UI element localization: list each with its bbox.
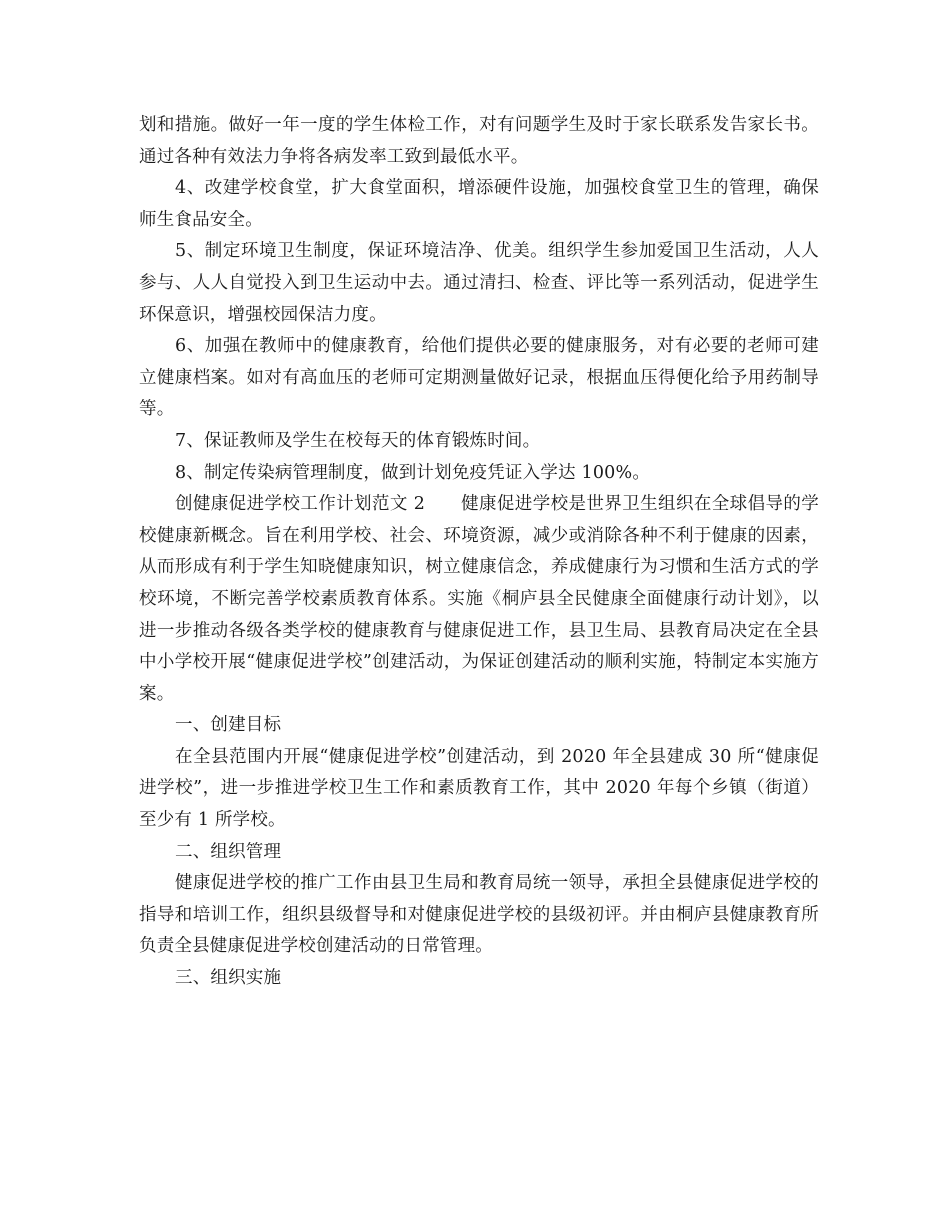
paragraph-goals: 在全县范围内开展“健康促进学校”创建活动，到 2020 年全县建成 30 所“健康促进学校”，进一步推进学校卫生工作和素质教育工作，其中 2020 年每个乡镇（街道）至少有 1 所学校。 <box>139 746 819 831</box>
paragraph-item-7: 7、保证教师及学生在校每天的体育锻炼时间。 <box>175 430 541 451</box>
section-heading-implementation: 三、组织实施 <box>175 968 282 989</box>
document-body <box>139 110 819 995</box>
paragraph-item-5: 5、制定环境卫生制度，保证环境洁净、优美。组织学生参加爱国卫生活动，人人参与、人人自觉投入到卫生运动中去。通过清扫、检查、评比等一系列活动，促进学生环保意识，增强校园保洁力度。 <box>139 241 819 325</box>
paragraph-measures-continued: 划和措施。做好一年一度的学生体检工作，对有问题学生及时于家长联系发告家长书。通过各种有效法力争将各病发率工致到最低水平。 <box>139 115 819 167</box>
paragraph-item-4: 4、改建学校食堂，扩大食堂面积，增添硬件设施，加强校食堂卫生的管理，确保师生食品安全。 <box>139 178 819 230</box>
paragraph-sample-2-intro: 创健康促进学校工作计划范文 2 健康促进学校是世界卫生组织在全球倡导的学校健康新概念。旨在利用学校、社会、环境资源，减少或消除各种不利于健康的因素，从而形成有利于学生知晓健康知识，树立健康信念，养成健康行为习惯和生活方式的学校环境，不断完善学校素质教育体系。实施《桐庐县全民健康全面健康行动计划》，以进一步推动各级各类学校的健康教育与健康促进工作，县卫生局、县教育局决定在全县中小学校开展“健康促进学校”创建活动，为保证创建活动的顺利实施，特制定本实施方案。 <box>139 494 819 704</box>
paragraph-item-8: 8、制定传染病管理制度，做到计划免疫凭证入学达 100%。 <box>175 462 651 483</box>
paragraph-item-6: 6、加强在教师中的健康教育，给他们提供必要的健康服务，对有必要的老师可建立健康档案。如对有高血压的老师可定期测量做好记录，根据血压得便化给予用药制导等。 <box>139 336 819 420</box>
paragraph-management: 健康促进学校的推广工作由县卫生局和教育局统一领导，承担全县健康促进学校的指导和培训工作，组织县级督导和对健康促进学校的县级初评。并由桐庐县健康教育所负责全县健康促进学校创建活动的日常管理。 <box>139 873 819 957</box>
section-heading-management: 二、组织管理 <box>175 841 282 862</box>
section-heading-goals: 一、创建目标 <box>175 715 282 736</box>
